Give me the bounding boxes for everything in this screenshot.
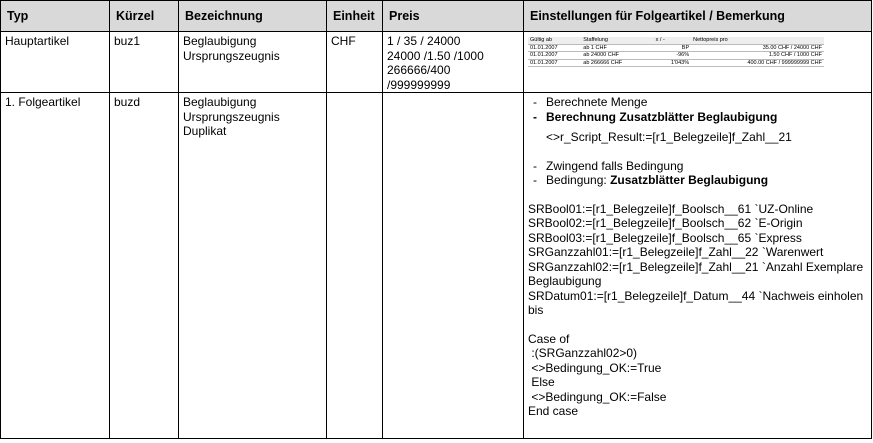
mini-row — [528, 59, 824, 67]
cell-kuerzel: buz1 — [110, 32, 179, 93]
bezeichnung-line: Ursprungszeugnis — [183, 109, 280, 124]
cell-einstellungen — [524, 32, 872, 93]
mini-header: Nettopreis pro — [691, 37, 824, 44]
header-einstellungen: Einstellungen für Folgeartikel / Bemerkung — [524, 1, 872, 32]
mini-header: x / - — [654, 37, 691, 44]
header-kuerzel: Kürzel — [110, 1, 179, 32]
header-einheit: Einheit — [327, 1, 383, 32]
mini-cell: 01.01.2007 — [528, 44, 581, 52]
mini-header: Gültig ab — [528, 37, 581, 44]
code-line: SRGanzzahl01:=[r1_Belegzeile]f_Zahl__22 `Warenwert — [528, 245, 824, 259]
preis-line: 266666/400 — [387, 63, 451, 77]
cell-preis — [383, 32, 524, 93]
price-scale-table — [528, 37, 824, 67]
case-line: Else — [528, 375, 555, 389]
mini-cell: 1.50 CHF / 1000 CHF — [691, 52, 824, 60]
case-line: <>Bedingung_OK:=True — [528, 360, 662, 375]
cell-einstellungen — [524, 93, 872, 439]
mini-row — [528, 52, 824, 60]
code-line: SRBool03:=[r1_Belegzeile]f_Boolsch__65 `Express — [528, 230, 802, 245]
mini-cell: 01.01.2007 — [528, 52, 581, 60]
preis-line: 24000 /1.50 /1000 — [387, 48, 484, 63]
preis-line: 1 / 35 / 24000 — [387, 34, 461, 48]
remark-item: - Zwingend falls Bedingung — [528, 159, 867, 174]
mini-cell: -96% — [654, 52, 691, 60]
mini-header: Staffelung — [581, 37, 653, 44]
preis-line: /999999999 — [387, 77, 451, 92]
mini-row — [528, 44, 824, 52]
cell-bezeichnung — [179, 32, 327, 93]
cell-bezeichnung — [179, 93, 327, 439]
remark-item — [528, 173, 867, 188]
header-preis: Preis — [383, 1, 524, 32]
remark-list — [528, 159, 867, 188]
bezeichnung-line: Ursprungszeugnis — [183, 48, 280, 63]
mini-cell: ab 24000 CHF — [581, 52, 653, 60]
case-line: :(SRGanzzahl02>0) — [528, 346, 638, 360]
code-line: SRDatum01:=[r1_Belegzeile]f_Datum__44 `Nachweis einholen bis — [528, 288, 864, 317]
code-line: SRBool02:=[r1_Belegzeile]f_Boolsch__62 `E-Origin — [528, 216, 803, 230]
case-line: Case of — [528, 331, 570, 346]
table-row — [1, 93, 872, 439]
bezeichnung-line: Duplikat — [183, 124, 227, 138]
case-line: End case — [528, 404, 579, 418]
mini-cell: ab 266666 CHF — [581, 59, 653, 67]
mini-cell: 35.00 CHF / 24000 CHF — [691, 44, 824, 52]
mini-cell: BP — [654, 44, 691, 52]
header-bezeichnung: Bezeichnung — [179, 1, 327, 32]
cell-preis — [383, 93, 524, 439]
cell-einheit: CHF — [327, 32, 383, 93]
code-line: SRBool01:=[r1_Belegzeile]f_Boolsch__61 `UZ-Online — [528, 201, 814, 216]
table-row — [1, 32, 872, 93]
mini-header-row — [528, 37, 824, 44]
bezeichnung-line: Beglaubigung — [183, 34, 257, 48]
header-row — [1, 1, 872, 32]
remark-list — [528, 95, 867, 124]
cell-einheit — [327, 93, 383, 439]
cell-kuerzel: buzd — [110, 93, 179, 439]
condition-name: Zusatzblätter Beglaubigung — [610, 173, 769, 187]
cell-typ: Hauptartikel — [1, 32, 110, 93]
mini-cell: 1'043% — [654, 59, 691, 67]
header-typ: Typ — [1, 1, 110, 32]
mini-cell: 400.00 CHF / 999999999 CHF — [691, 59, 824, 67]
mini-cell: 01.01.2007 — [528, 59, 581, 67]
condition-prefix: Bedingung: — [546, 173, 611, 187]
mini-cell: ab 1 CHF — [581, 44, 653, 52]
code-line: SRGanzzahl02:=[r1_Belegzeile]f_Zahl__21 `Anzahl Exemplare Beglaubigung — [528, 259, 864, 288]
bezeichnung-line: Beglaubigung — [183, 95, 257, 109]
cell-typ: 1. Folgeartikel — [1, 93, 110, 439]
script-result-line: <>r_Script_Result:=[r1_Belegzeile]f_Zahl__21 — [546, 130, 792, 144]
remark-item: - Berechnete Menge — [528, 95, 867, 110]
remark-item: - Berechnung Zusatzblätter Beglaubigung — [528, 110, 867, 125]
case-line: <>Bedingung_OK:=False — [528, 389, 667, 404]
